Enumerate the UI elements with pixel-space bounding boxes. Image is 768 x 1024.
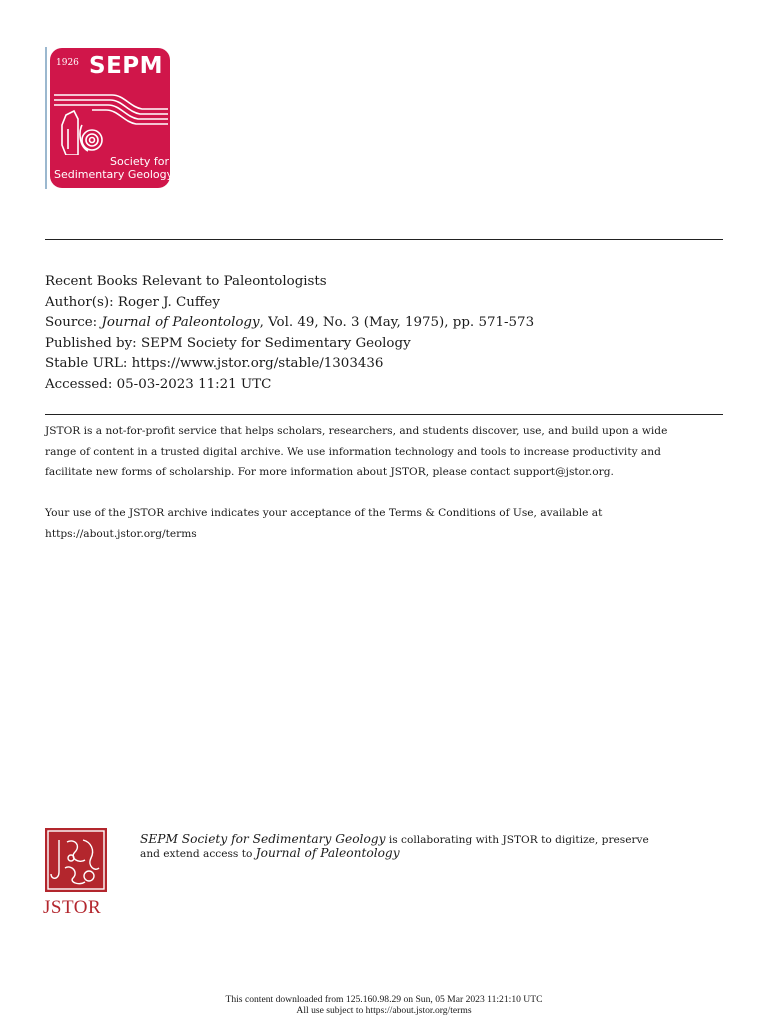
logo-edge [45, 47, 47, 189]
terms-notice: Your use of the JSTOR archive indicates your acceptance of the Terms & Conditions of Use, available at https://about.jstor.org/terms [45, 503, 725, 544]
article-accessed: Accessed: 05-03-2023 11:21 UTC [45, 376, 272, 392]
logo-subtitle-2: Sedimentary Geology [54, 168, 174, 181]
journal-link[interactable]: Journal of Paleontology [101, 315, 260, 330]
terms-footer: All use subject to https://about.jstor.org/terms [296, 1005, 472, 1016]
logo-title: SEPM [89, 53, 164, 79]
logo-subtitle-1: Society for [110, 155, 170, 168]
terms-link[interactable]: https://about.jstor.org/terms [45, 527, 197, 540]
jstor-wordmark: JSTOR [43, 897, 102, 918]
download-notice: This content downloaded from 125.160.98.29 on Sun, 05 Mar 2023 11:21:10 UTC [225, 994, 543, 1005]
strata-fossil-icon [52, 85, 170, 155]
article-title: Recent Books Relevant to Paleontologists [45, 274, 327, 289]
top-divider [45, 239, 723, 240]
middle-divider [45, 414, 723, 415]
collaboration-statement: SEPM Society for Sedimentary Geology is collaborating with JSTOR to digitize, preserve and extend access to Journal of Paleontology [140, 832, 649, 860]
article-publisher: Published by: SEPM Society for Sedimentary Geology [45, 335, 411, 351]
article-stable-url: Stable URL: https://www.jstor.org/stable/1303436 [45, 356, 384, 371]
jstor-info: JSTOR is a not-for-profit service that helps scholars, researchers, and students discover, use, and build upon a wide range of content in a trusted digital archive. We use information technology and tools to increase productivity and facilitate new forms of scholarship. For more information about JSTOR, please contact support@jstor.org. [45, 425, 668, 478]
jstor-emblem-icon [45, 828, 107, 892]
article-authors: Author(s): Roger J. Cuffey [45, 294, 220, 310]
jstor-logo [45, 828, 107, 892]
logo-year: 1926 [56, 58, 79, 68]
article-source: Source: Journal of Paleontology, Vol. 49, No. 3 (May, 1975), pp. 571-573 [45, 315, 535, 330]
stable-url-link[interactable]: https://www.jstor.org/stable/1303436 [131, 356, 384, 371]
article-meta [45, 272, 534, 395]
